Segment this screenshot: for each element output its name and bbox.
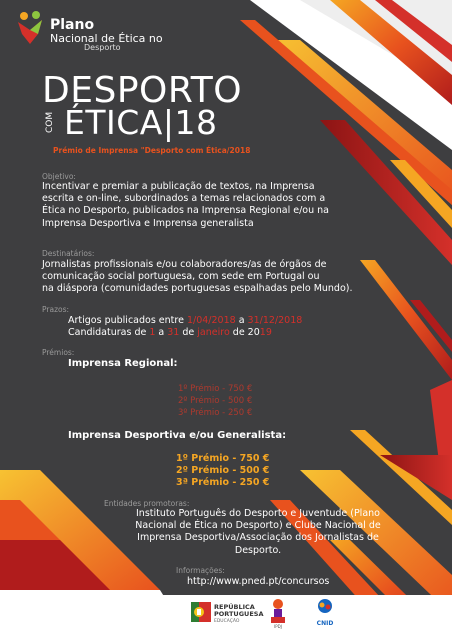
prazos-date: 31/12/2018 bbox=[247, 315, 303, 326]
entidades-label: Entidades promotoras: bbox=[104, 499, 190, 508]
prazos-text: de 20 bbox=[229, 327, 260, 338]
republica-line2: PORTUGUESA bbox=[214, 610, 264, 618]
destinatarios-line: na diáspora (comunidades portuguesas espalhadas pelo Mundo). bbox=[42, 283, 353, 295]
prazos-date: janeiro bbox=[197, 327, 230, 338]
premios-label: Prémios: bbox=[42, 348, 75, 357]
entidades-line: Instituto Português do Desporto e Juventude (Plano bbox=[136, 508, 380, 519]
regional-prize: 1º Prémio - 750 € bbox=[178, 384, 253, 394]
pned-logo-icon bbox=[16, 10, 44, 46]
prazos-candidaturas bbox=[68, 327, 272, 338]
prazos-text: a bbox=[235, 315, 248, 326]
regional-prize: 2º Prémio - 500 € bbox=[178, 396, 253, 406]
entidades-text bbox=[108, 508, 408, 557]
republica-line1: REPÚBLICA bbox=[214, 603, 255, 611]
prazos-text: Candidaturas de bbox=[68, 327, 150, 338]
prazos-date: 31 bbox=[167, 327, 180, 338]
republica-line3: EDUCAÇÃO bbox=[214, 619, 240, 624]
objetivo-text: Incentivar e premiar a publicação de textos, na Imprensa escrita e on-line, subordinados a temas relacionados com a Ética no Desporto, publicados na Imprensa Regional e/ou na Imprensa Desportiva e Imprensa generalista bbox=[42, 181, 329, 229]
prazos-date: 1 bbox=[149, 327, 156, 338]
logo-text-line3: Desporto bbox=[84, 43, 121, 52]
title-line2: ÉTICA|18 bbox=[64, 103, 218, 142]
prazos-date: 1/04/2018 bbox=[186, 315, 236, 326]
prazos-artigos bbox=[68, 315, 302, 326]
destinatarios-line: comunicação social portuguesa, com sede em Portugal ou bbox=[42, 271, 320, 283]
cnid-logo-icon bbox=[312, 598, 338, 620]
regional-prize: 3º Prémio - 250 € bbox=[178, 408, 253, 418]
prazos-text: a bbox=[155, 327, 168, 338]
prazos-date: 19 bbox=[259, 327, 272, 338]
desportiva-prize: 1º Prémio - 750 € bbox=[176, 453, 270, 464]
entidades-line: Nacional de Ética no Desporto) e Clube Nacional de bbox=[135, 520, 381, 532]
destinatarios-line: Jornalistas profissionais e/ou colaboradores/as de órgãos de bbox=[42, 259, 327, 270]
desportiva-prize: 3ª Prémio - 250 € bbox=[176, 477, 270, 488]
informacoes-link[interactable]: http://www.pned.pt/concursos bbox=[187, 576, 330, 587]
ipdj-logo-icon bbox=[268, 598, 288, 624]
destinatarios-text bbox=[42, 259, 353, 296]
entidades-line: Imprensa Desportiva/Associação dos Jornalistas de bbox=[137, 532, 379, 544]
ipdj-label: IPDJ bbox=[274, 624, 282, 629]
regional-heading: Imprensa Regional: bbox=[68, 358, 178, 369]
informacoes-label: Informações: bbox=[176, 566, 225, 575]
logo-text-line1: Plano bbox=[50, 17, 95, 33]
logo-text-line2: Nacional de Ética no bbox=[50, 32, 163, 45]
desportiva-prize: 2º Prémio - 500 € bbox=[176, 465, 270, 476]
objetivo-label: Objetivo: bbox=[42, 172, 76, 181]
desportiva-heading: Imprensa Desportiva e/ou Generalista: bbox=[68, 430, 287, 441]
destinatarios-label: Destinatários: bbox=[42, 249, 95, 258]
coat-of-arms-icon bbox=[191, 602, 211, 622]
title-subtitle: Prémio de Imprensa "Desporto com Ética/2018 bbox=[53, 146, 251, 155]
prazos-text: Artigos publicados entre bbox=[68, 315, 187, 326]
title-line1: DESPORTO bbox=[42, 70, 243, 111]
title-com: COM bbox=[45, 111, 55, 133]
cnid-label: CNID bbox=[316, 620, 334, 627]
prazos-text: de bbox=[179, 327, 198, 338]
prazos-label: Prazos: bbox=[42, 305, 70, 314]
entidades-line: Desporto. bbox=[234, 544, 282, 556]
